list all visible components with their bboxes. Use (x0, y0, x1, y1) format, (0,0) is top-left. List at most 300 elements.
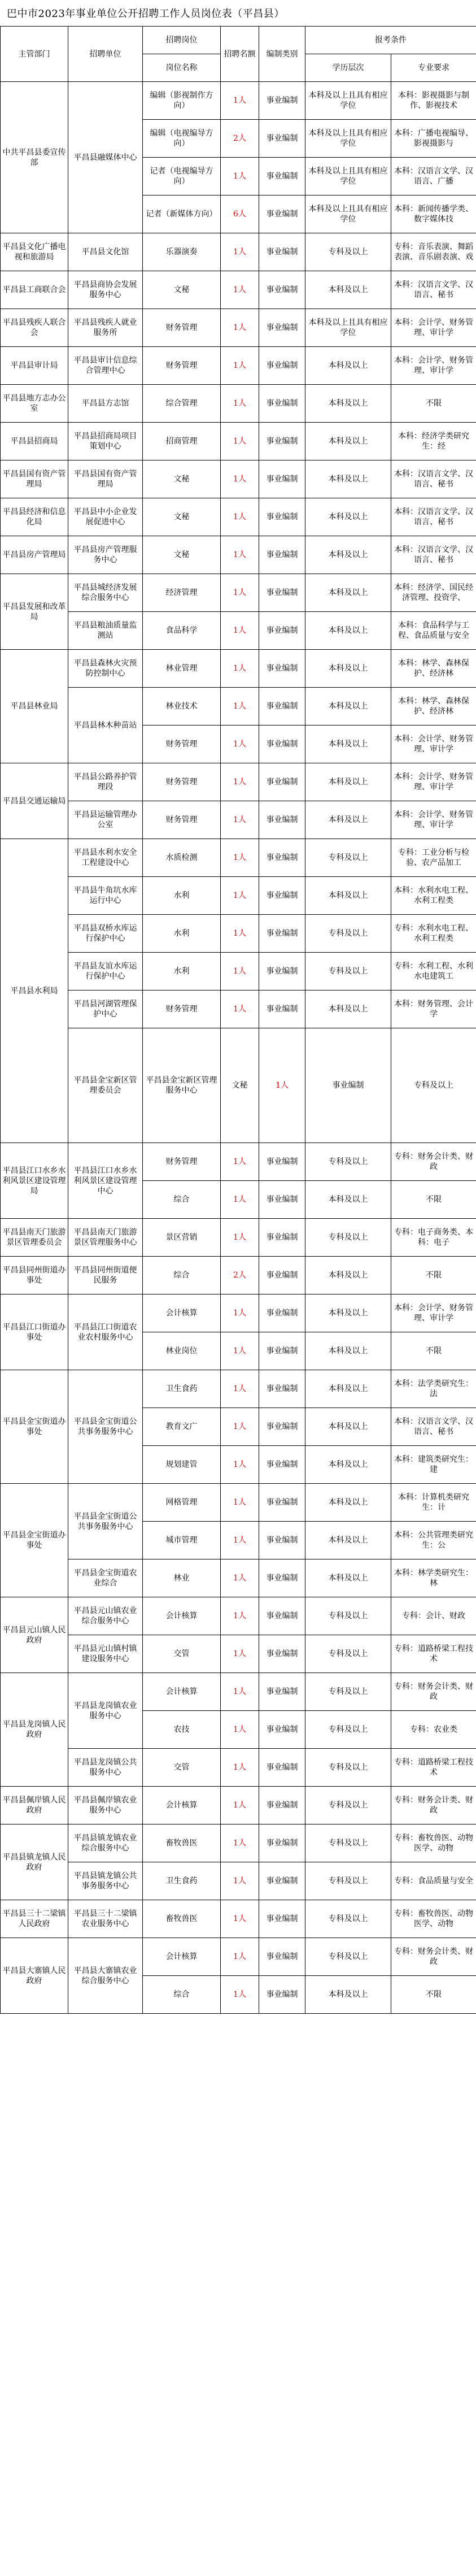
dept-cell: 平昌县佩岸镇人民政府 (1, 1787, 68, 1825)
table-row (1, 877, 476, 915)
education-cell: 本科及以上 (305, 271, 391, 309)
position-cell: 畜牧兽医 (143, 1900, 221, 1938)
position-cell: 乐器演奏 (143, 233, 221, 271)
count-cell: 1人 (221, 461, 259, 498)
table-row (1, 1028, 476, 1143)
dept-cell: 平昌县林业局 (1, 650, 68, 763)
position-cell: 文秘 (143, 536, 221, 574)
unit-cell: 平昌县公路养护管理段 (68, 763, 143, 801)
dept-cell: 平昌县三十二梁镇人民政府 (1, 1900, 68, 1938)
unit-cell: 平昌县运输管理办公室 (68, 801, 143, 839)
dept-cell: 平昌县南天门旅游景区管理委员会 (1, 1219, 68, 1257)
education-cell: 专科及以上 (305, 1143, 391, 1181)
education-cell: 本科及以上 (305, 763, 391, 801)
position-cell: 财务管理 (143, 309, 221, 347)
count-cell: 2人 (221, 1257, 259, 1294)
position-cell: 网格管理 (143, 1484, 221, 1522)
education-cell: 本科及以上且具有相应学位 (305, 309, 391, 347)
category-cell: 事业编制 (259, 1635, 305, 1673)
table-row (1, 536, 476, 574)
major-cell: 不限 (391, 1332, 476, 1370)
education-cell: 本科及以上 (305, 461, 391, 498)
major-cell: 专科：工业分析与检验、农产品加工 (391, 839, 476, 877)
category-cell: 事业编制 (259, 196, 305, 233)
table-row (1, 1749, 476, 1787)
major-cell: 本科：影视摄影与制作、影视技术 (391, 82, 476, 120)
position-cell: 招商管理 (143, 423, 221, 461)
count-cell: 1人 (221, 1484, 259, 1522)
position-cell: 水利 (143, 915, 221, 953)
count-cell: 1人 (221, 158, 259, 196)
category-cell: 事业编制 (259, 1825, 305, 1862)
count-cell: 1人 (221, 1597, 259, 1635)
unit-cell: 平昌县金宝街道公共事务服务中心 (68, 1484, 143, 1559)
count-cell: 1人 (221, 726, 259, 763)
count-cell: 1人 (221, 1862, 259, 1900)
position-cell: 财务管理 (143, 801, 221, 839)
position-cell: 林业岗位 (143, 1332, 221, 1370)
unit-cell: 平昌县林木种苗站 (68, 688, 143, 763)
unit-cell: 平昌县中小企业发展促进中心 (68, 498, 143, 536)
major-cell: 专科：农业类 (391, 1711, 476, 1749)
major-cell: 本科：汉语言文学、汉语言、广播 (391, 158, 476, 196)
header-requirements: 报考条件 (305, 27, 476, 54)
category-cell: 事业编制 (259, 1257, 305, 1294)
unit-cell: 平昌县商协会发展服务中心 (68, 271, 143, 309)
category-cell: 事业编制 (259, 1408, 305, 1446)
education-cell: 本科及以上 (305, 423, 391, 461)
count-cell: 1人 (221, 1976, 259, 2014)
count-cell: 1人 (221, 1559, 259, 1597)
unit-cell: 平昌县河湖管理保护中心 (68, 991, 143, 1028)
table-row (1, 233, 476, 271)
unit-cell: 平昌县同州街道便民服务 (68, 1257, 143, 1294)
major-cell: 本科：食品科学与工程、食品质量与安全 (391, 612, 476, 650)
unit-cell: 平昌县方志馆 (68, 385, 143, 423)
dept-cell: 平昌县交通运输局 (1, 763, 68, 839)
major-cell: 本科：会计学、财务管理、审计学 (391, 309, 476, 347)
dept-cell: 平昌县金宝街道办事处 (1, 1370, 68, 1484)
major-cell: 专科：畜牧兽医、动物医学、动物 (391, 1825, 476, 1862)
unit-cell: 平昌县江口水乡水利风景区建设管理中心 (68, 1143, 143, 1219)
category-cell: 事业编制 (259, 1522, 305, 1559)
category-cell: 事业编制 (259, 120, 305, 158)
category-cell: 事业编制 (259, 271, 305, 309)
count-cell: 1人 (221, 1408, 259, 1446)
education-cell: 本科及以上 (305, 1976, 391, 2014)
category-cell: 事业编制 (259, 1143, 305, 1181)
major-cell: 专科：电子商务类、本科：电子 (391, 1219, 476, 1257)
unit-cell: 平昌县水利水安全工程建设中心 (68, 839, 143, 877)
major-cell: 本科：新闻传播学类、数字媒体技 (391, 196, 476, 233)
position-cell: 财务管理 (143, 1143, 221, 1181)
position-cell: 卫生食药 (143, 1862, 221, 1900)
table-title: 巴中市2023年事业单位公开招聘工作人员岗位表（平昌县） (7, 8, 285, 20)
category-cell: 事业编制 (259, 233, 305, 271)
position-cell: 规划建管 (143, 1446, 221, 1484)
major-cell: 专科：水利水电工程、水利工程类 (391, 915, 476, 953)
major-cell: 本科：水利水电工程、水利工程类 (391, 877, 476, 915)
category-cell: 事业编制 (259, 1673, 305, 1711)
category-cell: 事业编制 (259, 1711, 305, 1749)
count-cell: 1人 (221, 1522, 259, 1559)
category-cell: 事业编制 (259, 1332, 305, 1370)
count-cell: 1人 (221, 574, 259, 612)
table-row (1, 688, 476, 726)
major-cell: 专科：道路桥梁工程技术 (391, 1635, 476, 1673)
table-body (1, 82, 476, 2014)
major-cell: 本科：林学、森林保护、经济林 (391, 650, 476, 688)
position-cell: 记者（电视编导方向） (143, 158, 221, 196)
table-row (1, 1294, 476, 1332)
dept-cell: 平昌县残疾人联合会 (1, 309, 68, 347)
category-cell: 事业编制 (259, 1446, 305, 1484)
education-cell: 本科及以上 (305, 536, 391, 574)
education-cell: 本科及以上 (305, 688, 391, 726)
position-cell: 记者（新媒体方向） (143, 196, 221, 233)
category-cell: 事业编制 (259, 688, 305, 726)
unit-cell: 平昌县镇龙镇公共事务服务中心 (68, 1862, 143, 1900)
position-cell: 水利 (143, 953, 221, 991)
major-cell: 本科：林学类研究生：林 (391, 1559, 476, 1597)
category-cell: 事业编制 (259, 1484, 305, 1522)
major-cell: 本科：会计学、财务管理、审计学 (391, 347, 476, 385)
table-row (1, 423, 476, 461)
dept-cell: 平昌县经济和信息化局 (1, 498, 68, 536)
header-position: 招聘岗位 (143, 27, 221, 54)
unit-cell: 平昌县元山镇农业综合服务中心 (68, 1597, 143, 1635)
dept-cell: 平昌县同州街道办事处 (1, 1257, 68, 1294)
category-cell: 事业编制 (259, 309, 305, 347)
unit-cell: 平昌县金宝新区管理服务中心 (143, 1028, 221, 1143)
unit-cell: 平昌县江口街道农业农村服务中心 (68, 1294, 143, 1370)
major-cell: 不限 (391, 1976, 476, 2014)
position-cell: 农技 (143, 1711, 221, 1749)
category-cell: 事业编制 (259, 1370, 305, 1408)
education-cell: 本科及以上 (305, 498, 391, 536)
major-cell: 本科：汉语言文学、汉语言、秘书 (391, 271, 476, 309)
major-cell: 专科：道路桥梁工程技术 (391, 1749, 476, 1787)
dept-cell: 平昌县江口水乡水利风景区建设管理局 (1, 1143, 68, 1219)
unit-cell: 平昌县招商局项目策划中心 (68, 423, 143, 461)
category-cell: 事业编制 (259, 461, 305, 498)
unit-cell: 平昌县双桥水库运行保护中心 (68, 915, 143, 953)
position-cell: 编辑（电视编导方向） (143, 120, 221, 158)
category-cell: 事业编制 (259, 574, 305, 612)
major-cell: 本科：会计学、财务管理、审计学 (391, 1294, 476, 1332)
unit-cell: 平昌县粮油质量监测站 (68, 612, 143, 650)
table-row (1, 991, 476, 1028)
category-cell: 事业编制 (259, 498, 305, 536)
position-cell: 会计核算 (143, 1597, 221, 1635)
position-cell: 财务管理 (143, 763, 221, 801)
count-cell: 1人 (221, 1825, 259, 1862)
header-position-name: 岗位名称 (143, 54, 221, 82)
category-cell: 事业编制 (259, 347, 305, 385)
education-cell: 专科及以上 (391, 1028, 476, 1143)
position-cell: 财务管理 (143, 726, 221, 763)
position-cell: 会计核算 (143, 1938, 221, 1976)
table-row (1, 1370, 476, 1408)
dept-cell: 平昌县工商联合会 (1, 271, 68, 309)
table-row (1, 1825, 476, 1862)
table-row (1, 498, 476, 536)
count-cell: 1人 (221, 1332, 259, 1370)
major-cell: 专科：食品质量与安全 (391, 1862, 476, 1900)
unit-cell: 平昌县森林火灾预防控制中心 (68, 650, 143, 688)
unit-cell: 平昌县佩岸镇农业服务中心 (68, 1787, 143, 1825)
table-row (1, 1597, 476, 1635)
category-cell: 事业编制 (259, 726, 305, 763)
unit-cell: 平昌县金宝街道农业综合 (68, 1559, 143, 1597)
position-cell: 会计核算 (143, 1673, 221, 1711)
dept-cell: 平昌县发展和改革局 (1, 574, 68, 650)
dept-cell: 平昌县地方志办公室 (1, 385, 68, 423)
major-cell: 本科：汉语言文学、汉语言、秘书 (391, 498, 476, 536)
table-row (1, 574, 476, 612)
position-cell: 财务管理 (143, 991, 221, 1028)
education-cell: 本科及以上 (305, 612, 391, 650)
table-row (1, 839, 476, 877)
category-cell: 事业编制 (259, 1787, 305, 1825)
major-cell: 本科：林学、森林保护、经济林 (391, 688, 476, 726)
count-cell: 1人 (221, 801, 259, 839)
education-cell: 专科及以上 (305, 1787, 391, 1825)
category-cell: 事业编制 (259, 158, 305, 196)
count-cell: 1人 (221, 1143, 259, 1181)
count-cell: 1人 (221, 612, 259, 650)
position-cell: 水利 (143, 877, 221, 915)
category-cell: 事业编制 (305, 1028, 391, 1143)
position-cell: 综合管理 (143, 385, 221, 423)
category-cell: 事业编制 (259, 1559, 305, 1597)
count-cell: 1人 (221, 1294, 259, 1332)
table-row (1, 763, 476, 801)
education-cell: 本科及以上 (305, 1294, 391, 1332)
major-cell: 专科：畜牧兽医、动物医学、动物 (391, 1900, 476, 1938)
table-row (1, 1787, 476, 1825)
major-cell: 本科：公共管理类研究生：公 (391, 1522, 476, 1559)
education-cell: 专科及以上 (305, 1862, 391, 1900)
unit-cell: 平昌县镇龙镇农业综合服务中心 (68, 1825, 143, 1862)
position-cell: 经济管理 (143, 574, 221, 612)
position-cell: 文秘 (143, 461, 221, 498)
unit-cell: 平昌县南天门旅游景区管理服务中心 (68, 1219, 143, 1257)
count-cell: 1人 (221, 839, 259, 877)
major-cell: 专科：会计、财政 (391, 1597, 476, 1635)
header-unit: 招聘单位 (68, 27, 143, 82)
count-cell: 1人 (221, 1938, 259, 1976)
major-cell: 本科：经济学、国民经济管理、投资学、 (391, 574, 476, 612)
education-cell: 专科及以上 (305, 1597, 391, 1635)
category-cell: 事业编制 (259, 650, 305, 688)
major-cell: 不限 (391, 1257, 476, 1294)
education-cell: 专科及以上 (305, 953, 391, 991)
category-cell: 事业编制 (259, 801, 305, 839)
major-cell: 本科：会计学、财务管理、审计学 (391, 801, 476, 839)
category-cell: 事业编制 (259, 1181, 305, 1219)
unit-cell: 平昌县融媒体中心 (68, 82, 143, 233)
education-cell: 专科及以上 (305, 1219, 391, 1257)
dept-cell: 平昌县金宝街道办事处 (1, 1484, 68, 1597)
category-cell: 事业编制 (259, 1749, 305, 1787)
position-cell: 综合 (143, 1181, 221, 1219)
major-cell: 本科：法学类研究生：法 (391, 1370, 476, 1408)
category-cell: 事业编制 (259, 877, 305, 915)
table-row (1, 612, 476, 650)
education-cell: 本科及以上 (305, 801, 391, 839)
position-cell: 食品科学 (143, 612, 221, 650)
count-cell: 1人 (221, 1370, 259, 1408)
position-cell: 会计核算 (143, 1294, 221, 1332)
education-cell: 专科及以上 (305, 1938, 391, 1976)
education-cell: 本科及以上 (305, 650, 391, 688)
major-cell: 本科：财务管理、会计学 (391, 991, 476, 1028)
category-cell: 事业编制 (259, 536, 305, 574)
major-cell: 本科：会计学、财务管理、审计学 (391, 763, 476, 801)
position-cell: 会计核算 (143, 1787, 221, 1825)
unit-cell: 平昌县金宝街道公共事务服务中心 (68, 1370, 143, 1484)
count-cell: 1人 (221, 688, 259, 726)
dept-cell: 平昌县水利局 (1, 839, 68, 1143)
major-cell: 本科：汉语言文学、汉语言、秘书 (391, 536, 476, 574)
position-cell: 水质检测 (143, 839, 221, 877)
count-cell: 1人 (221, 271, 259, 309)
education-cell: 本科及以上且具有相应学位 (305, 120, 391, 158)
education-cell: 本科及以上 (305, 1559, 391, 1597)
education-cell: 专科及以上 (305, 915, 391, 953)
education-cell: 专科及以上 (305, 1673, 391, 1711)
count-cell: 1人 (221, 953, 259, 991)
count-cell: 1人 (221, 536, 259, 574)
table-row (1, 347, 476, 385)
unit-cell: 平昌县城经济发展综合服务中心 (68, 574, 143, 612)
count-cell: 1人 (221, 991, 259, 1028)
category-cell: 事业编制 (259, 1219, 305, 1257)
education-cell: 本科及以上 (305, 1181, 391, 1219)
major-cell: 本科：计算机类研究生：计 (391, 1484, 476, 1522)
count-cell: 1人 (221, 385, 259, 423)
count-cell: 1人 (221, 1181, 259, 1219)
category-cell: 事业编制 (259, 991, 305, 1028)
education-cell: 专科及以上 (305, 839, 391, 877)
dept-cell: 平昌县元山镇人民政府 (1, 1597, 68, 1673)
table-row (1, 271, 476, 309)
header-major: 专业要求 (391, 54, 476, 82)
major-cell: 本科：会计学、财务管理、审计学 (391, 726, 476, 763)
category-cell: 事业编制 (259, 82, 305, 120)
category-cell: 事业编制 (259, 1900, 305, 1938)
major-cell: 本科：汉语言文学、汉语言、秘书 (391, 461, 476, 498)
count-cell: 6人 (221, 196, 259, 233)
position-cell: 文秘 (143, 271, 221, 309)
position-cell: 畜牧兽医 (143, 1825, 221, 1862)
table-row (1, 1484, 476, 1522)
unit-cell: 平昌县龙岗镇农业服务中心 (68, 1673, 143, 1749)
position-cell: 综合 (143, 1257, 221, 1294)
table-row (1, 385, 476, 423)
count-cell: 1人 (221, 347, 259, 385)
major-cell: 本科：经济学类研究生：经 (391, 423, 476, 461)
recruitment-table (0, 26, 476, 2014)
category-cell: 事业编制 (259, 385, 305, 423)
major-cell: 专科：财务会计类、财政 (391, 1673, 476, 1711)
position-cell: 城市管理 (143, 1522, 221, 1559)
position-cell: 编辑（影视制作方向） (143, 82, 221, 120)
dept-cell: 平昌县江口街道办事处 (1, 1294, 68, 1370)
dept-cell: 平昌县龙岗镇人民政府 (1, 1673, 68, 1787)
education-cell: 本科及以上 (305, 877, 391, 915)
position-cell: 卫生食药 (143, 1370, 221, 1408)
education-cell: 本科及以上 (305, 1522, 391, 1559)
table-row (1, 1673, 476, 1711)
education-cell: 本科及以上且具有相应学位 (305, 196, 391, 233)
unit-cell: 平昌县审计信息综合管理中心 (68, 347, 143, 385)
major-cell: 本科：广播电视编导、影视摄影与 (391, 120, 476, 158)
count-cell: 1人 (221, 650, 259, 688)
header-count: 招聘名额 (221, 27, 259, 82)
count-cell: 1人 (221, 1635, 259, 1673)
education-cell: 本科及以上 (305, 991, 391, 1028)
table-row (1, 1143, 476, 1181)
major-cell: 不限 (391, 385, 476, 423)
education-cell: 本科及以上 (305, 1408, 391, 1446)
position-cell: 交管 (143, 1635, 221, 1673)
header-dept: 主管部门 (1, 27, 68, 82)
table-row (1, 915, 476, 953)
table-row (1, 1559, 476, 1597)
category-cell: 事业编制 (259, 1862, 305, 1900)
table-row (1, 1938, 476, 1976)
dept-cell: 平昌县房产管理局 (1, 536, 68, 574)
position-cell: 景区营销 (143, 1219, 221, 1257)
major-cell: 专科：财务会计类、财政 (391, 1787, 476, 1825)
education-cell: 本科及以上 (305, 347, 391, 385)
major-cell: 专科：水利工程、水利水电建筑工 (391, 953, 476, 991)
count-cell: 1人 (221, 233, 259, 271)
category-cell: 事业编制 (259, 423, 305, 461)
dept-cell: 平昌县招商局 (1, 423, 68, 461)
count-cell: 1人 (221, 877, 259, 915)
position-cell: 林业 (143, 1559, 221, 1597)
unit-cell: 平昌县残疾人就业服务所 (68, 309, 143, 347)
unit-cell: 平昌县房产管理服务中心 (68, 536, 143, 574)
count-cell: 1人 (221, 1446, 259, 1484)
education-cell: 专科及以上 (305, 1749, 391, 1787)
table-row (1, 461, 476, 498)
dept-cell: 平昌县国有资产管理局 (1, 461, 68, 498)
position-cell: 教育文广 (143, 1408, 221, 1446)
major-cell: 专科：音乐表演、舞蹈表演、音乐剧表演、戏 (391, 233, 476, 271)
category-cell: 事业编制 (259, 1938, 305, 1976)
category-cell: 事业编制 (259, 915, 305, 953)
unit-cell: 平昌县大寨镇农业综合服务中心 (68, 1938, 143, 2014)
table-row (1, 953, 476, 991)
category-cell: 事业编制 (259, 1597, 305, 1635)
major-cell: 不限 (391, 1181, 476, 1219)
category-cell: 事业编制 (259, 612, 305, 650)
count-cell: 1人 (221, 1219, 259, 1257)
count-cell: 1人 (221, 1711, 259, 1749)
count-cell: 1人 (221, 763, 259, 801)
dept-cell: 平昌县文化广播电视和旅游局 (1, 233, 68, 271)
header-education: 学历层次 (305, 54, 391, 82)
unit-cell: 平昌县国有资产管理局 (68, 461, 143, 498)
count-cell: 1人 (221, 1787, 259, 1825)
education-cell: 专科及以上 (305, 233, 391, 271)
unit-cell: 平昌县牛角坑水库运行中心 (68, 877, 143, 915)
table-row (1, 1635, 476, 1673)
